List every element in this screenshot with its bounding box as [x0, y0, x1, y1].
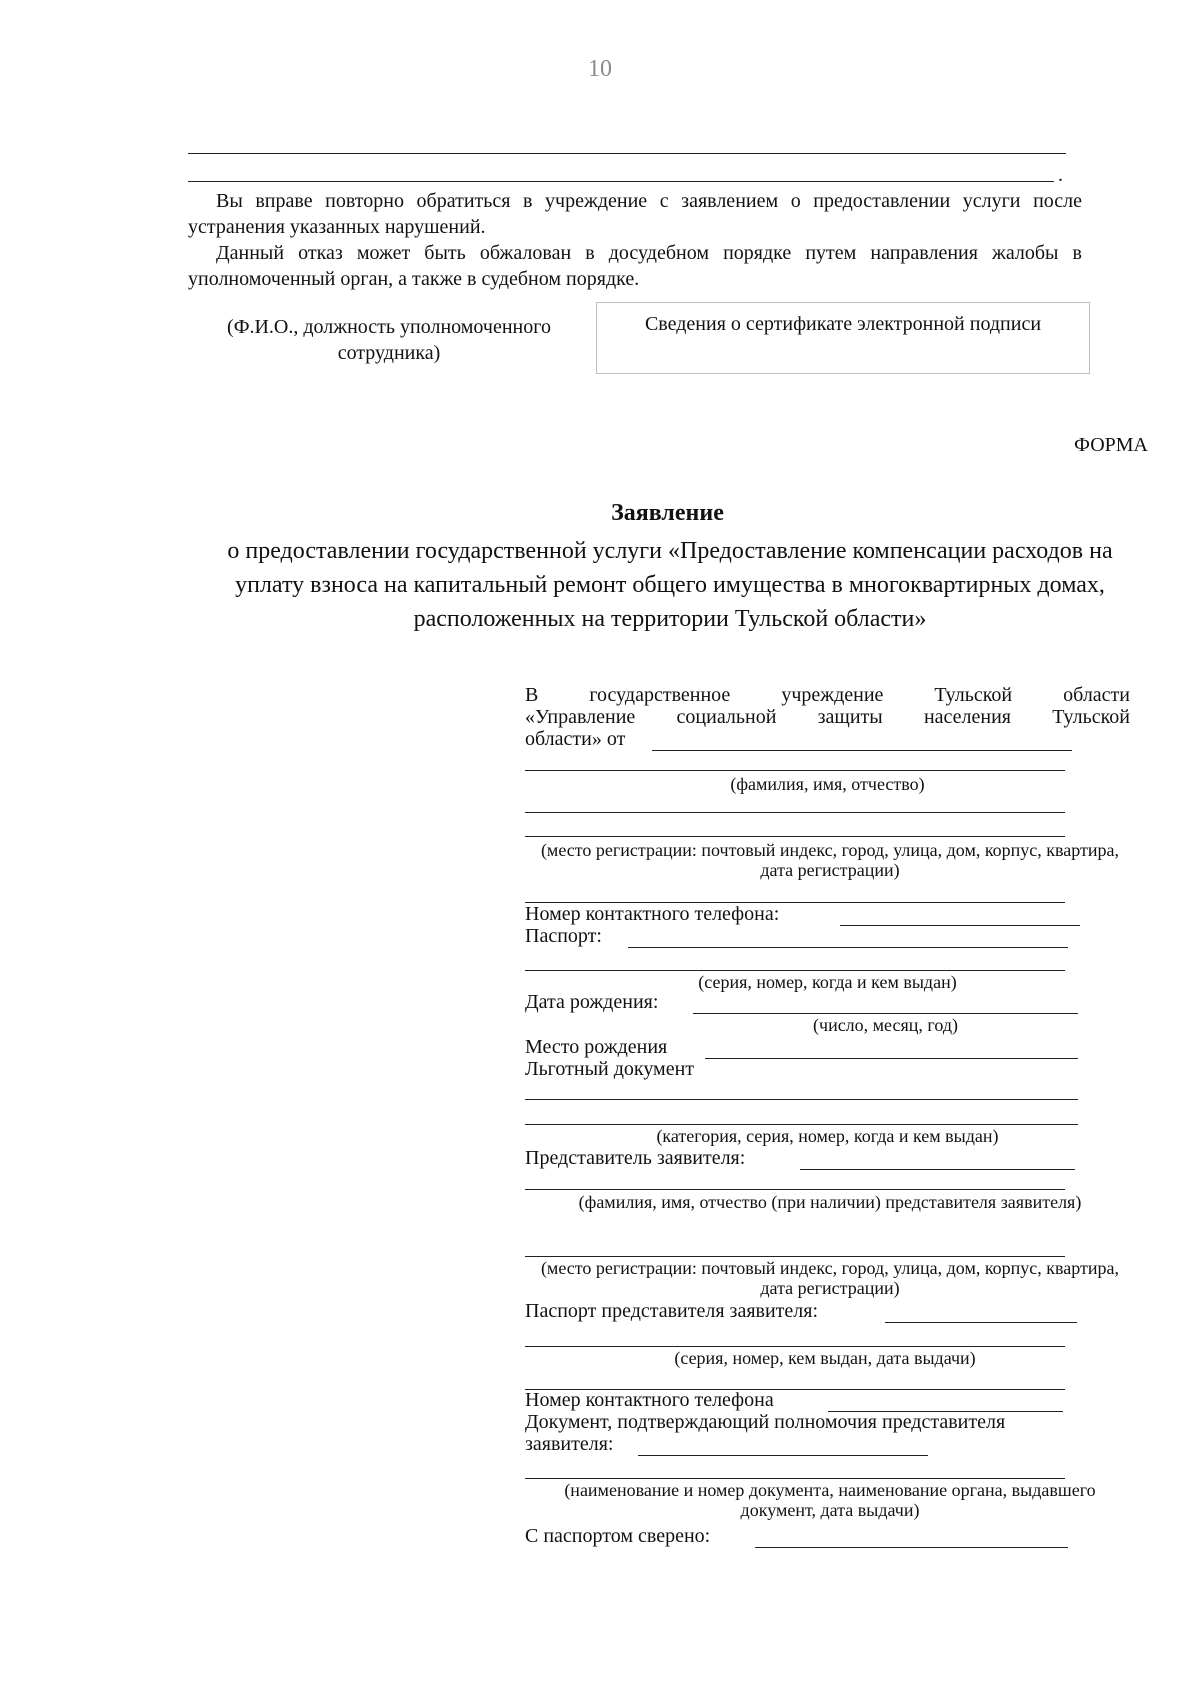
- authority-doc-caption: (наименование и номер документа, наименование органа, выдавшего документ, дата выдачи): [564, 1480, 1096, 1520]
- fio-caption: (фамилия, имя, отчество): [730, 774, 925, 794]
- rep-registration-caption: (место регистрации: почтовый индекс, город, улица, дом, корпус, квартира, дата регистрации): [540, 1258, 1120, 1298]
- application-title: Заявление: [611, 500, 724, 526]
- phone-label: Номер контактного телефона:: [525, 903, 780, 925]
- representative-caption: (фамилия, имя, отчество (при наличии) представителя заявителя): [578, 1192, 1082, 1212]
- registration-field-2[interactable]: [525, 836, 1065, 837]
- phone-field[interactable]: [840, 925, 1080, 926]
- representative-label: Представитель заявителя:: [525, 1147, 746, 1169]
- passport-field[interactable]: [628, 947, 1068, 948]
- blank-line: [188, 181, 1054, 182]
- passport-verified-field[interactable]: [755, 1547, 1068, 1548]
- registration-caption: (место регистрации: почтовый индекс, город, улица, дом, корпус, квартира, дата регистрации): [540, 840, 1120, 880]
- passport-verified-label: С паспортом сверено:: [525, 1525, 711, 1547]
- representative-field[interactable]: [800, 1169, 1075, 1170]
- benefit-doc-caption: (категория, серия, номер, когда и кем выдан): [656, 1126, 999, 1146]
- certificate-box: [596, 302, 1090, 374]
- refusal-paragraph-2: Данный отказ может быть обжалован в досудебном порядке путем направления жалобы в уполномоченный орган, а также в судебном порядке.: [188, 242, 1082, 290]
- applicant-fio-field[interactable]: [525, 770, 1065, 771]
- authority-doc-label-1: Документ, подтверждающий полномочия представителя: [525, 1411, 1006, 1433]
- authority-doc-field-2[interactable]: [525, 1478, 1065, 1479]
- page-number: 10: [588, 56, 612, 82]
- benefit-doc-label: Льготный документ: [525, 1058, 695, 1080]
- rep-registration-field[interactable]: [525, 1256, 1065, 1257]
- rep-passport-field-2[interactable]: [525, 1346, 1065, 1347]
- applicant-from-field[interactable]: [652, 750, 1072, 751]
- birth-date-field[interactable]: [693, 1013, 1078, 1014]
- birth-date-label: Дата рождения:: [525, 991, 659, 1013]
- birth-place-field[interactable]: [705, 1058, 1078, 1059]
- signer-caption: (Ф.И.О., должность уполномоченного сотрудника): [227, 316, 551, 364]
- recipient-block: [525, 684, 1130, 750]
- recipient-line-2: «Управление социальной защиты населения Тульской: [525, 706, 1130, 728]
- authority-doc-label-2: заявителя:: [525, 1433, 614, 1455]
- refusal-paragraph-1: Вы вправе повторно обратиться в учреждение с заявлением о предоставлении услуги после устранения указанных нарушений.: [188, 190, 1082, 238]
- period-mark: .: [1058, 164, 1063, 186]
- rep-phone-label: Номер контактного телефона: [525, 1389, 774, 1411]
- refusal-text: [188, 188, 1082, 292]
- authority-doc-field[interactable]: [638, 1455, 928, 1456]
- application-subtitle: о предоставлении государственной услуги «Предоставление компенсации расходов на уплату взноса на капитальный ремонт общего имущества в многоквартирных домах, расположенных на территории Тульской области»: [227, 538, 1113, 632]
- recipient-line-3: области» от: [525, 728, 626, 750]
- registration-field-1[interactable]: [525, 812, 1065, 813]
- form-label: ФОРМА: [1074, 434, 1148, 456]
- blank-line: [188, 153, 1066, 154]
- birth-date-caption: (число, месяц, год): [813, 1015, 958, 1035]
- birth-place-label: Место рождения: [525, 1036, 668, 1058]
- passport-field-2[interactable]: [525, 970, 1065, 971]
- passport-caption: (серия, номер, когда и кем выдан): [698, 972, 957, 992]
- rep-passport-caption: (серия, номер, кем выдан, дата выдачи): [674, 1348, 976, 1368]
- rep-passport-field[interactable]: [885, 1322, 1077, 1323]
- representative-field-2[interactable]: [525, 1189, 1065, 1190]
- benefit-doc-field-1[interactable]: [525, 1099, 1078, 1100]
- recipient-line-1: В государственное учреждение Тульской области: [525, 684, 1130, 706]
- rep-passport-label: Паспорт представителя заявителя:: [525, 1300, 819, 1322]
- certificate-box-text: Сведения о сертификате электронной подписи: [644, 313, 1042, 335]
- benefit-doc-field-2[interactable]: [525, 1124, 1078, 1125]
- passport-label: Паспорт:: [525, 925, 602, 947]
